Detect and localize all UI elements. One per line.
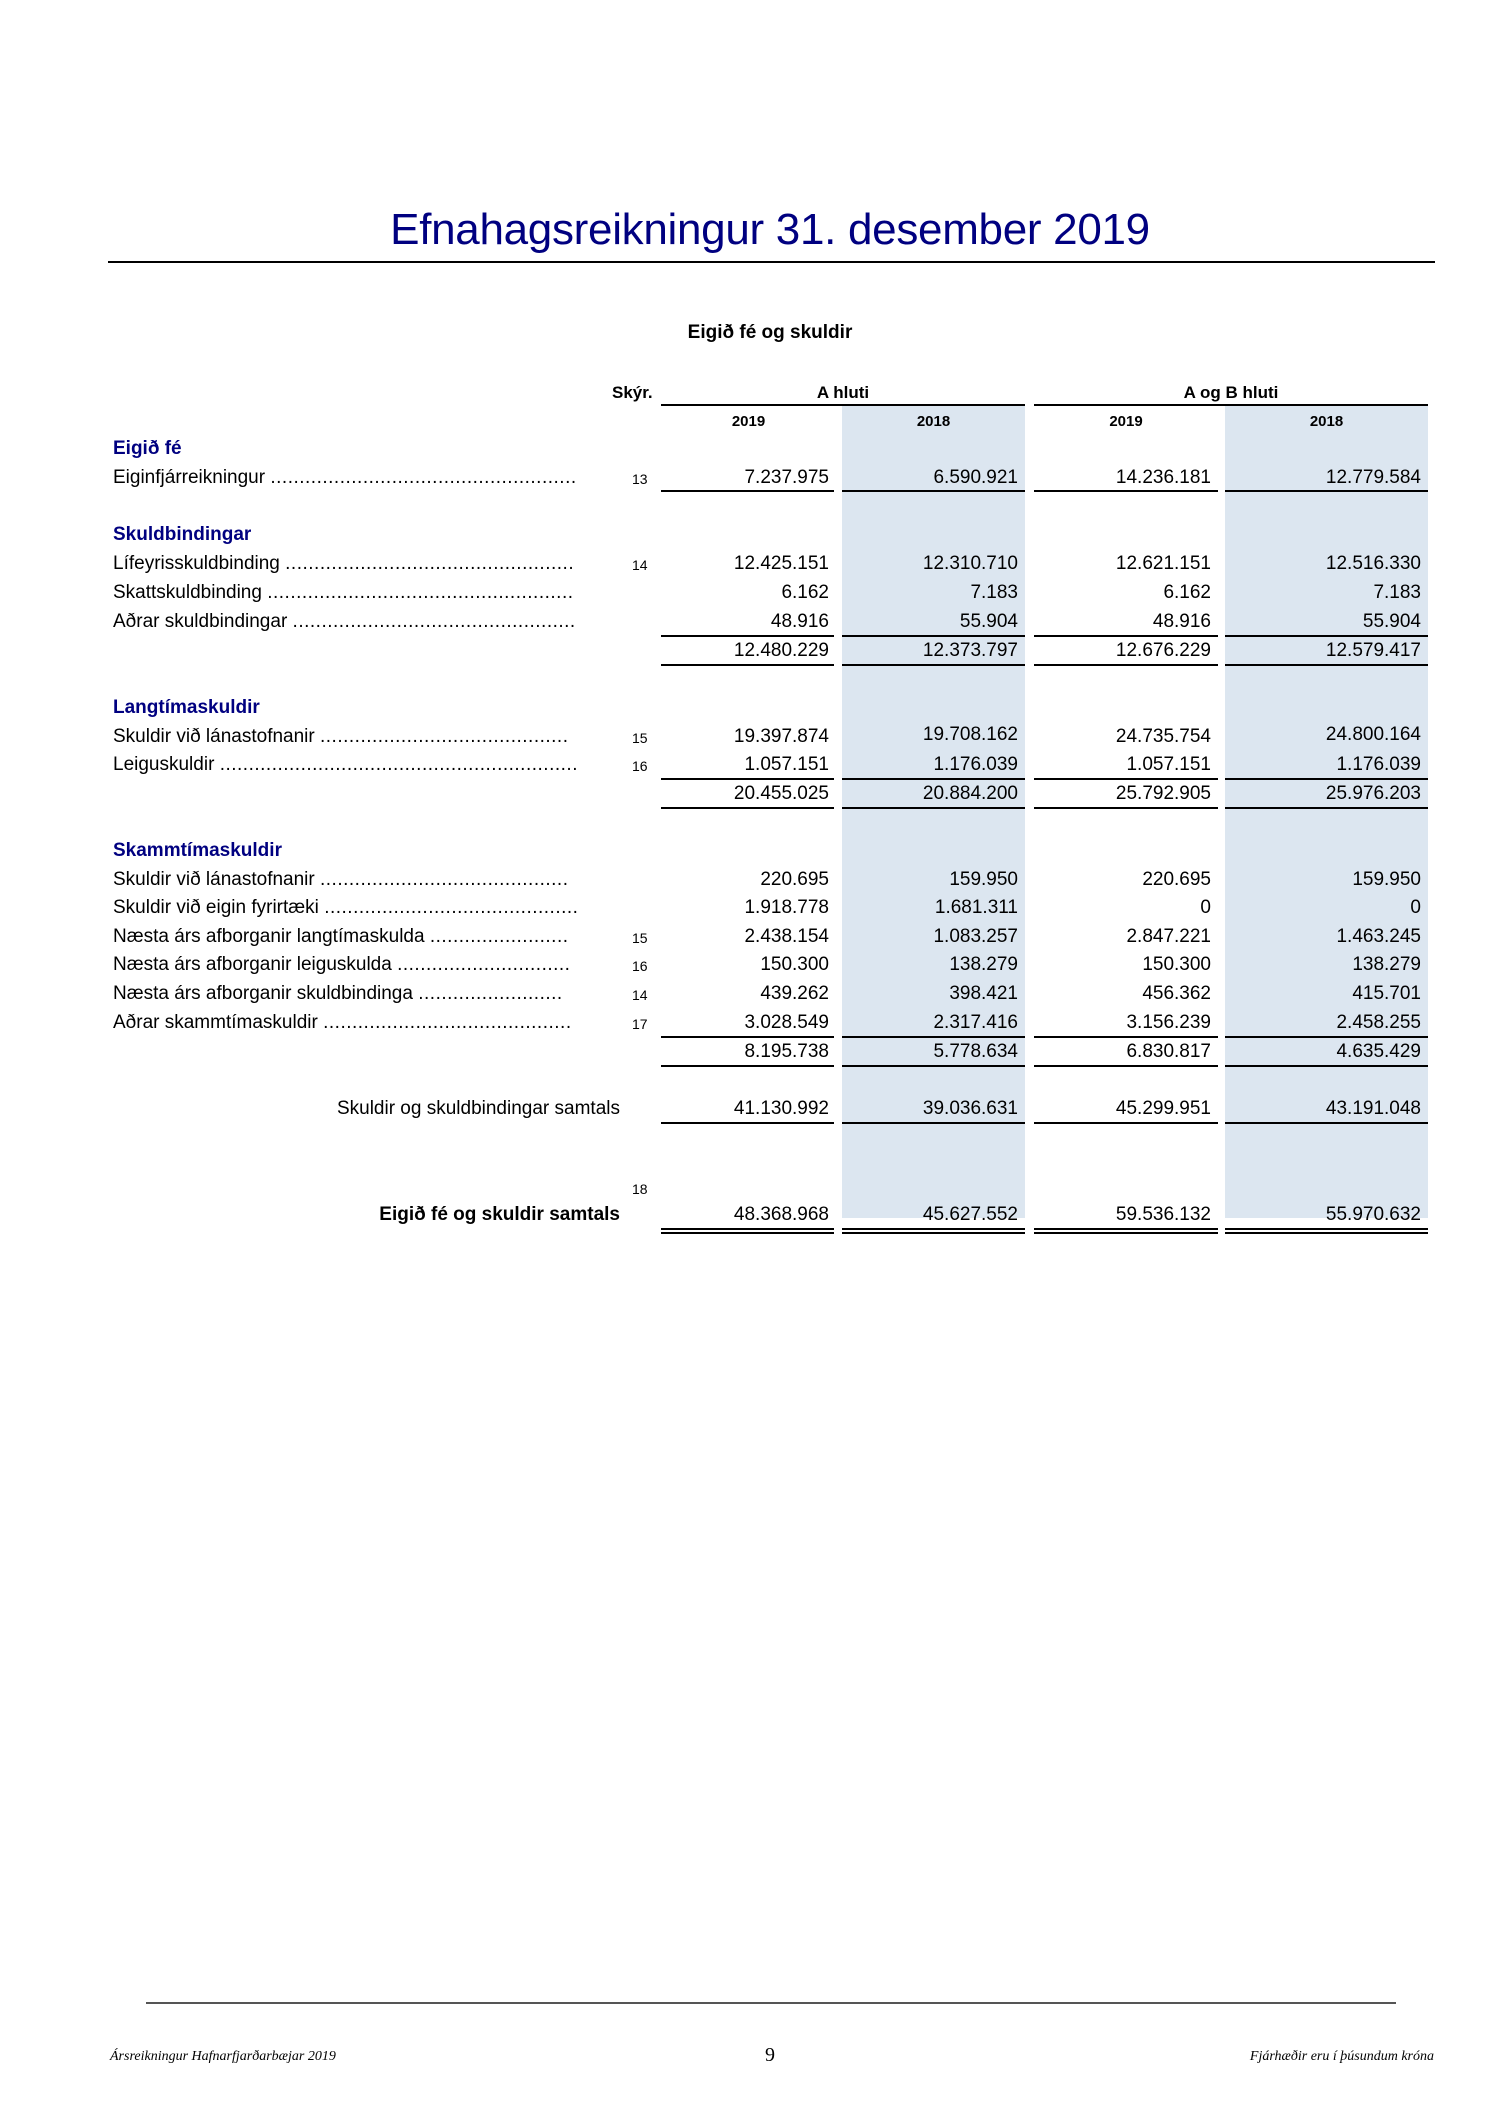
row-label: Eiginfjárreikningur ..................................................... [113,467,577,488]
double-underline [1225,1228,1428,1234]
double-underline [661,1228,834,1234]
value-ab-2018: 138.279 [1352,954,1421,975]
value-ab-2019: 24.735.754 [1115,726,1211,747]
value-a-2018: 1.681.311 [934,897,1018,918]
underline [842,778,1025,780]
value-a-2019: 150.300 [760,954,829,975]
group-header-a: A hluti [816,383,870,402]
underline [661,490,834,492]
grand-total-a-2019: 48.368.968 [733,1204,829,1225]
note-ref: 13 [632,471,648,487]
underline [661,635,834,637]
year-header-ab-2018: 2018 [1309,413,1344,430]
group-underline-ab [1034,404,1428,406]
value-a-2018: 138.279 [949,954,1018,975]
value-ab-2019: 1.057.151 [1126,754,1211,775]
underline [1034,1036,1218,1038]
subtotal-a-2019: 20.455.025 [733,783,829,804]
underline [1225,807,1428,809]
subtotal-a-2018: 12.373.797 [922,640,1018,661]
value-ab-2018: 7.183 [1373,582,1421,603]
value-ab-2019: 2.847.221 [1126,926,1211,947]
note-ref: 16 [632,958,648,974]
double-underline [1034,1228,1218,1234]
underline [1225,1122,1428,1124]
row-label: Næsta árs afborganir leiguskulda .............................. [113,954,571,975]
underline [1034,635,1218,637]
liabilities-total-label: Skuldir og skuldbindingar samtals [336,1098,620,1119]
section-heading-obligations: Skuldbindingar [113,524,252,545]
total-a-2019: 41.130.992 [733,1098,829,1119]
value-a-2019: 220.695 [760,869,829,890]
value-ab-2019: 14.236.181 [1115,467,1211,488]
value-a-2018: 7.183 [970,582,1018,603]
value-ab-2018: 1.463.245 [1336,926,1421,947]
value-a-2018: 19.708.162 [922,724,1018,745]
total-ab-2019: 45.299.951 [1115,1098,1211,1119]
note-ref: 14 [632,557,648,573]
grand-total-ab-2018: 55.970.632 [1325,1204,1421,1225]
statement-subtitle: Eigið fé og skuldir [687,322,853,343]
value-a-2018: 1.083.257 [933,926,1018,947]
underline [661,807,834,809]
row-label: Aðrar skammtímaskuldir ........................................... [113,1012,572,1033]
note-ref: 15 [632,730,648,746]
value-a-2018: 12.310.710 [922,553,1018,574]
year-header-a-2018: 2018 [916,413,951,430]
underline [1225,490,1428,492]
value-a-2019: 7.237.975 [744,467,829,488]
row-label: Skuldir við lánastofnanir ........................................... [113,869,569,890]
underline [1225,635,1428,637]
footer-currency-note: Fjárhæðir eru í þúsundum króna [1249,2049,1434,2064]
double-underline [842,1228,1025,1234]
value-a-2018: 1.176.039 [933,754,1018,775]
section-heading-long-term-debt: Langtímaskuldir [113,697,260,718]
footer-report-name: Ársreikningur Hafnarfjarðarbæjar 2019 [110,2049,336,2064]
underline [842,635,1025,637]
row-label: Næsta árs afborganir skuldbindinga ......................... [113,983,563,1004]
value-ab-2019: 48.916 [1152,611,1211,632]
underline [842,1036,1025,1038]
footer-divider [146,2002,1396,2004]
underline [661,664,834,666]
underline [1034,1122,1218,1124]
value-ab-2019: 150.300 [1142,954,1211,975]
underline [1225,1065,1428,1067]
group-underline-a [661,404,1025,406]
underline [1034,490,1218,492]
value-a-2018: 6.590.921 [933,467,1018,488]
underline [661,1065,834,1067]
underline [1225,778,1428,780]
value-a-2019: 3.028.549 [744,1012,829,1033]
note-ref: 15 [632,930,648,946]
underline [1225,1036,1428,1038]
underline [842,490,1025,492]
value-a-2019: 439.262 [760,983,829,1004]
underline [661,1122,834,1124]
subtotal-a-2018: 20.884.200 [922,783,1018,804]
underline [661,778,834,780]
note-ref: 17 [632,1016,648,1032]
value-a-2018: 55.904 [959,611,1018,632]
value-ab-2018: 12.779.584 [1325,467,1421,488]
row-label: Skuldir við lánastofnanir ........................................... [113,726,569,747]
note-ref: 16 [632,758,648,774]
row-label: Leiguskuldir .............................................................. [113,754,578,775]
subtotal-ab-2019: 25.792.905 [1115,783,1211,804]
underline [1225,664,1428,666]
total-ab-2018: 43.191.048 [1325,1098,1421,1119]
value-a-2019: 2.438.154 [744,926,829,947]
underline [842,1065,1025,1067]
value-a-2018: 159.950 [949,869,1018,890]
subtotal-a-2019: 12.480.229 [733,640,829,661]
value-ab-2019: 12.621.151 [1115,553,1211,574]
value-a-2019: 1.918.778 [744,897,829,918]
underline [842,664,1025,666]
underline [842,1122,1025,1124]
page-number: 9 [765,2044,775,2066]
group-header-ab: A og B hluti [1183,383,1279,402]
subtotal-a-2018: 5.778.634 [933,1041,1018,1062]
page-title: Efnahagsreikningur 31. desember 2019 [390,205,1150,254]
section-heading-short-term-debt: Skammtímaskuldir [113,840,282,861]
underline [1034,778,1218,780]
subtotal-ab-2018: 4.635.429 [1336,1041,1421,1062]
underline [661,1036,834,1038]
section-heading-equity: Eigið fé [113,438,182,459]
underline [1034,664,1218,666]
value-ab-2018: 12.516.330 [1325,553,1421,574]
row-label: Skattskuldbinding ..................................................... [113,582,574,603]
note-column-header: Skýr. [612,383,653,402]
value-a-2018: 398.421 [949,983,1018,1004]
value-ab-2018: 1.176.039 [1336,754,1421,775]
value-a-2019: 1.057.151 [744,754,829,775]
row-label: Lífeyrisskuldbinding .................................................. [113,553,575,574]
value-ab-2019: 3.156.239 [1126,1012,1211,1033]
value-ab-2018: 0 [1410,897,1421,918]
value-ab-2019: 220.695 [1142,869,1211,890]
total-a-2018: 39.036.631 [922,1098,1018,1119]
row-label: Næsta árs afborganir langtímaskulda ........................ [113,926,569,947]
value-a-2019: 48.916 [770,611,829,632]
row-label: Aðrar skuldbindingar ................................................. [113,611,576,632]
value-a-2019: 19.397.874 [733,726,829,747]
note-ref: 18 [632,1181,648,1197]
value-ab-2019: 456.362 [1142,983,1211,1004]
value-a-2018: 2.317.416 [933,1012,1018,1033]
value-ab-2018: 55.904 [1362,611,1421,632]
note-ref: 14 [632,987,648,1003]
grand-total-label: Eigið fé og skuldir samtals [379,1204,620,1225]
underline [842,807,1025,809]
subtotal-ab-2018: 25.976.203 [1325,783,1421,804]
subtotal-ab-2018: 12.579.417 [1325,640,1421,661]
subtotal-a-2019: 8.195.738 [744,1041,829,1062]
value-a-2019: 6.162 [781,582,829,603]
subtotal-ab-2019: 6.830.817 [1126,1041,1211,1062]
row-label: Skuldir við eigin fyrirtæki ............................................ [113,897,579,918]
value-ab-2019: 0 [1200,897,1211,918]
underline [1034,807,1218,809]
grand-total-a-2018: 45.627.552 [922,1204,1018,1225]
title-divider [108,261,1435,263]
value-ab-2018: 24.800.164 [1325,724,1421,745]
subtotal-ab-2019: 12.676.229 [1115,640,1211,661]
grand-total-ab-2019: 59.536.132 [1115,1204,1211,1225]
value-ab-2019: 6.162 [1163,582,1211,603]
value-a-2019: 12.425.151 [733,553,829,574]
value-ab-2018: 2.458.255 [1336,1012,1421,1033]
underline [1034,1065,1218,1067]
year-header-ab-2019: 2019 [1109,413,1143,430]
year-header-a-2019: 2019 [731,413,766,430]
value-ab-2018: 159.950 [1352,869,1421,890]
value-ab-2018: 415.701 [1352,983,1421,1004]
